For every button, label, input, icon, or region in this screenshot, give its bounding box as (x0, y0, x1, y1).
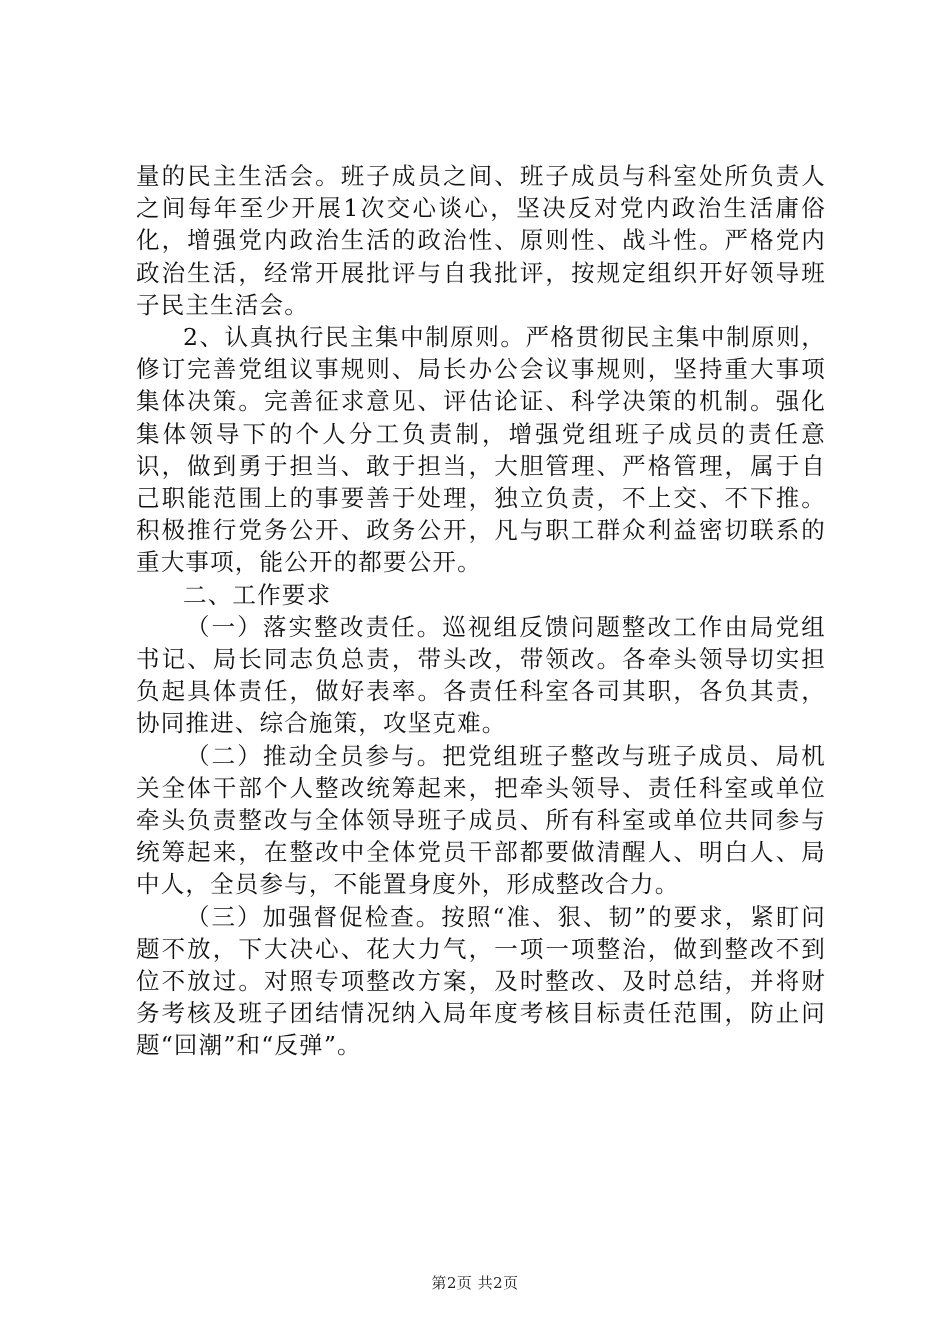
paragraph-continuation: 量的民主生活会。班子成员之间、班子成员与科室处所负责人之间每年至少开展1次交心谈心，坚决反对党内政治生活庸俗化，增强党内政治生活的政治性、原则性、战斗性。严格党内政治生活，经常开展批评与自我批评，按规定组织开好领导班子民主生活会。 (136, 162, 826, 319)
paragraph-requirement-2: （二）推动全员参与。把党组班子整改与班子成员、局机关全体干部个人整改统筹起来，把牵头领导、责任科室或单位牵头负责整改与全体领导班子成员、所有科室或单位共同参与统筹起来，在整改中全体党员干部都要做清醒人、明白人、局中人，全员参与，不能置身度外，形成整改合力。 (136, 741, 826, 899)
page-footer: 第2页 共2页 (431, 1274, 519, 1292)
paragraph-requirement-1: （一）落实整改责任。巡视组反馈问题整改工作由局党组书记、局长同志负总责，带头改，带领改。各牵头领导切实担负起具体责任，做好表率。各责任科室各司其职，各负其责，协同推进、综合施策，攻坚克难。 (136, 612, 826, 738)
section-heading-work-requirements: 二、工作要求 (183, 580, 332, 609)
document-body (136, 160, 826, 1062)
paragraph-democratic-centralism: 2、认真执行民主集中制原则。严格贯彻民主集中制原则，修订完善党组议事规则、局长办公会议事规则，坚持重大事项集体决策。完善征求意见、评估论证、科学决策的机制。强化集体领导下的个人分工负责制，增强党组班子成员的责任意识，做到勇于担当、敢于担当，大胆管理、严格管理，属于自己职能范围上的事要善于处理，独立负责，不上交、不下推。积极推行党务公开、政务公开，凡与职工群众利益密切联系的重大事项，能公开的都要公开。 (136, 323, 826, 577)
paragraph-requirement-3: （三）加强督促检查。按照“准、狠、韧”的要求，紧盯问题不放，下大决心、花大力气，一项一项整治，做到整改不到位不放过。对照专项整改方案，及时整改、及时总结，并将财务考核及班子团结情况纳入局年度考核目标责任范围，防止问题“回潮”和“反弹”。 (136, 902, 826, 1060)
